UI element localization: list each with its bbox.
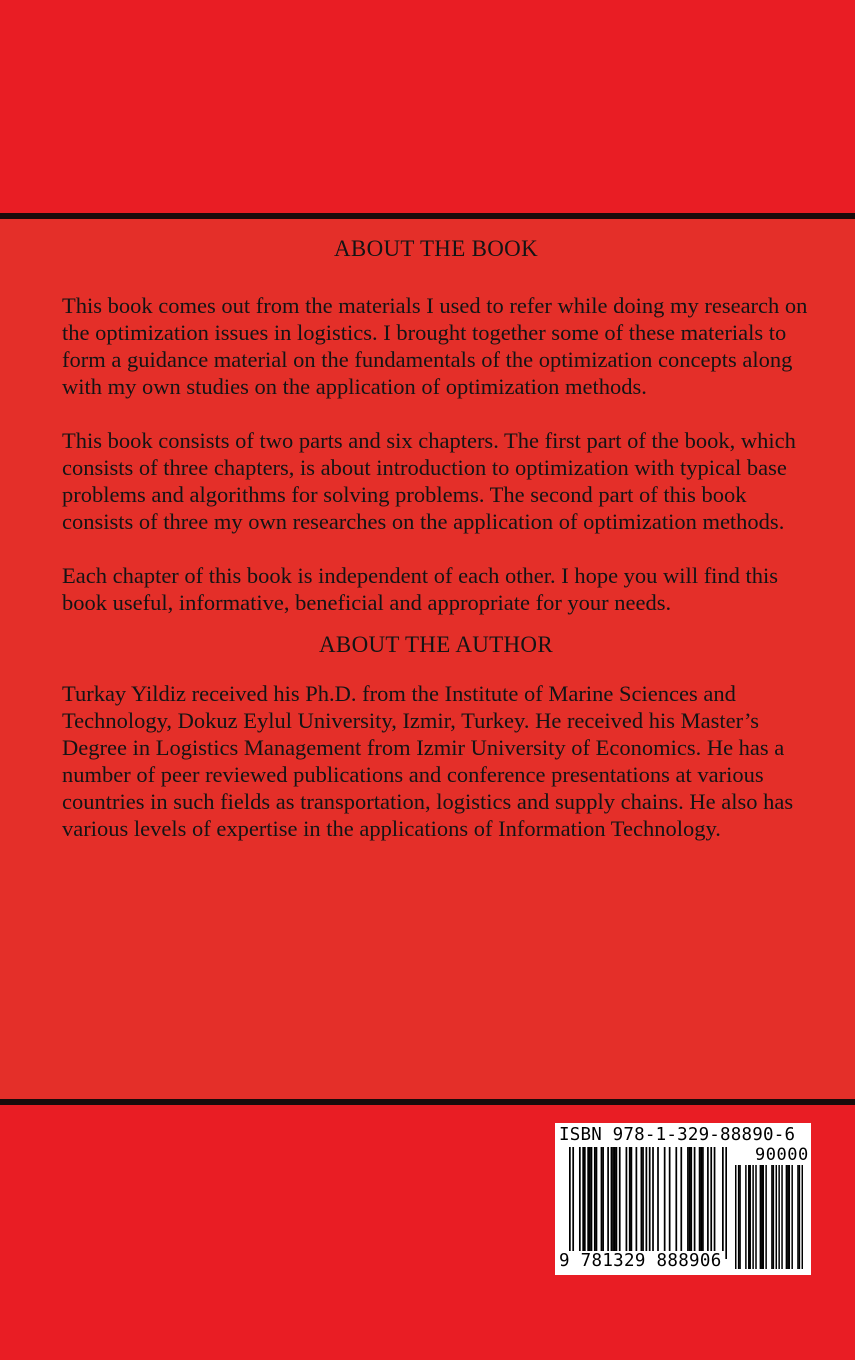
barcode-bar	[587, 1147, 589, 1259]
barcode-bar	[700, 1147, 702, 1259]
barcode-bar	[626, 1147, 628, 1259]
barcode-bar	[765, 1165, 767, 1269]
barcode-bar	[694, 1147, 696, 1259]
barcode-bar	[612, 1147, 614, 1259]
price-code: 90000	[755, 1145, 809, 1165]
barcode-bar	[591, 1147, 593, 1259]
barcode-bar	[629, 1147, 631, 1259]
barcode-bar	[799, 1165, 801, 1269]
barcode-bar	[616, 1147, 618, 1259]
about-book-paragraph-3: Each chapter of this book is independent of each other. I hope you will find this book useful, informative, beneficial and appropriate for your needs.	[62, 563, 779, 615]
barcode-bar	[725, 1147, 727, 1259]
ean-digits: 9 781329 888906	[559, 1251, 722, 1271]
barcode-bar	[657, 1147, 659, 1259]
barcode-bar	[745, 1165, 747, 1269]
barcode-bar	[702, 1147, 704, 1259]
barcode-bar	[776, 1165, 778, 1269]
barcode-bar	[778, 1165, 780, 1269]
isbn-number: ISBN 978-1-329-88890-6	[559, 1125, 796, 1145]
barcode-bar	[707, 1147, 709, 1259]
barcode-bar	[761, 1165, 763, 1269]
barcode-bar	[602, 1147, 604, 1259]
ean13-bars	[569, 1147, 727, 1259]
barcode-bar	[641, 1147, 643, 1259]
barcode-bar	[687, 1147, 689, 1259]
barcode-bar	[690, 1147, 692, 1259]
barcode-bar	[614, 1147, 616, 1259]
barcode-bar	[789, 1165, 791, 1269]
barcode-bar	[594, 1147, 596, 1259]
barcode-bar	[773, 1165, 775, 1269]
price-addon-bars	[735, 1165, 803, 1269]
barcode-bar	[569, 1147, 571, 1259]
barcode-bar	[596, 1147, 598, 1259]
barcode-bar	[699, 1147, 701, 1259]
barcode-bar	[652, 1147, 654, 1259]
about-book-paragraph-2: This book consists of two parts and six chapters. The first part of the book, which consists of three chapters, is about introduction to optimization with typical base problems and algorithms for solving problems. The second part of this book consists of three my own researches on the application of optimization methods.	[62, 428, 796, 534]
barcode-bar	[689, 1147, 691, 1259]
barcode-bar	[582, 1147, 584, 1259]
barcode-bar	[636, 1147, 638, 1259]
barcode-bar	[738, 1165, 740, 1269]
barcode-bar	[584, 1147, 586, 1259]
top-cover-band	[0, 0, 855, 213]
barcode-bar	[649, 1147, 651, 1259]
barcode-bar	[680, 1147, 682, 1259]
barcode-bar	[771, 1165, 773, 1269]
barcode-bar	[619, 1147, 621, 1259]
barcode-bar	[760, 1165, 762, 1269]
about-book-paragraph-1: This book comes out from the materials I used to refer while doing my research on the optimization issues in logistics. I brought together some of these materials to form a guidance material on the fundamentals of the optimization concepts along with my own studies on the application of optimization methods.	[62, 293, 808, 399]
barcode-bar	[735, 1165, 737, 1269]
barcode-bar	[748, 1165, 750, 1269]
barcode-bar	[762, 1165, 764, 1269]
barcode-bar	[802, 1165, 803, 1269]
back-cover-text	[62, 236, 810, 842]
barcode-bar	[791, 1165, 793, 1269]
barcode-bar	[611, 1147, 613, 1259]
barcode-bar	[797, 1165, 799, 1269]
barcode-bar	[710, 1147, 712, 1259]
barcode-bar	[755, 1165, 757, 1269]
barcode-bar	[675, 1147, 677, 1259]
barcode-bar	[786, 1165, 788, 1269]
barcode-bar	[572, 1147, 574, 1259]
barcode-bar	[749, 1165, 751, 1269]
barcode-bar	[714, 1147, 716, 1259]
barcode-bar	[739, 1165, 741, 1269]
isbn-barcode	[555, 1123, 811, 1275]
about-author-paragraph: Turkay Yildiz received his Ph.D. from the Institute of Marine Sciences and Technology, Dokuz Eylul University, Izmir, Turkey. He received his Master’s Degree in Logistics Management from Izmir University of Economics. He has a number of peer reviewed publications and conference presentations at various countries in such fields as transportation, logistics and supply chains. He also has various levels of expertise in the applications of Information Technology.	[62, 681, 794, 841]
barcode-bar	[607, 1147, 609, 1259]
barcode-bar	[752, 1165, 754, 1269]
barcode-bar	[669, 1147, 671, 1259]
barcode-bar	[642, 1147, 644, 1259]
barcode-bar	[601, 1147, 603, 1259]
barcode-bar	[589, 1147, 591, 1259]
barcode-bar	[631, 1147, 633, 1259]
barcode-bar	[722, 1147, 724, 1259]
about-book-heading: ABOUT THE BOOK	[334, 236, 538, 261]
barcode-bar	[781, 1165, 783, 1269]
barcode-bar	[787, 1165, 789, 1269]
barcode-bar	[579, 1147, 581, 1259]
about-author-heading: ABOUT THE AUTHOR	[319, 632, 553, 657]
barcode-bar	[646, 1147, 648, 1259]
barcode-bar	[664, 1147, 666, 1259]
